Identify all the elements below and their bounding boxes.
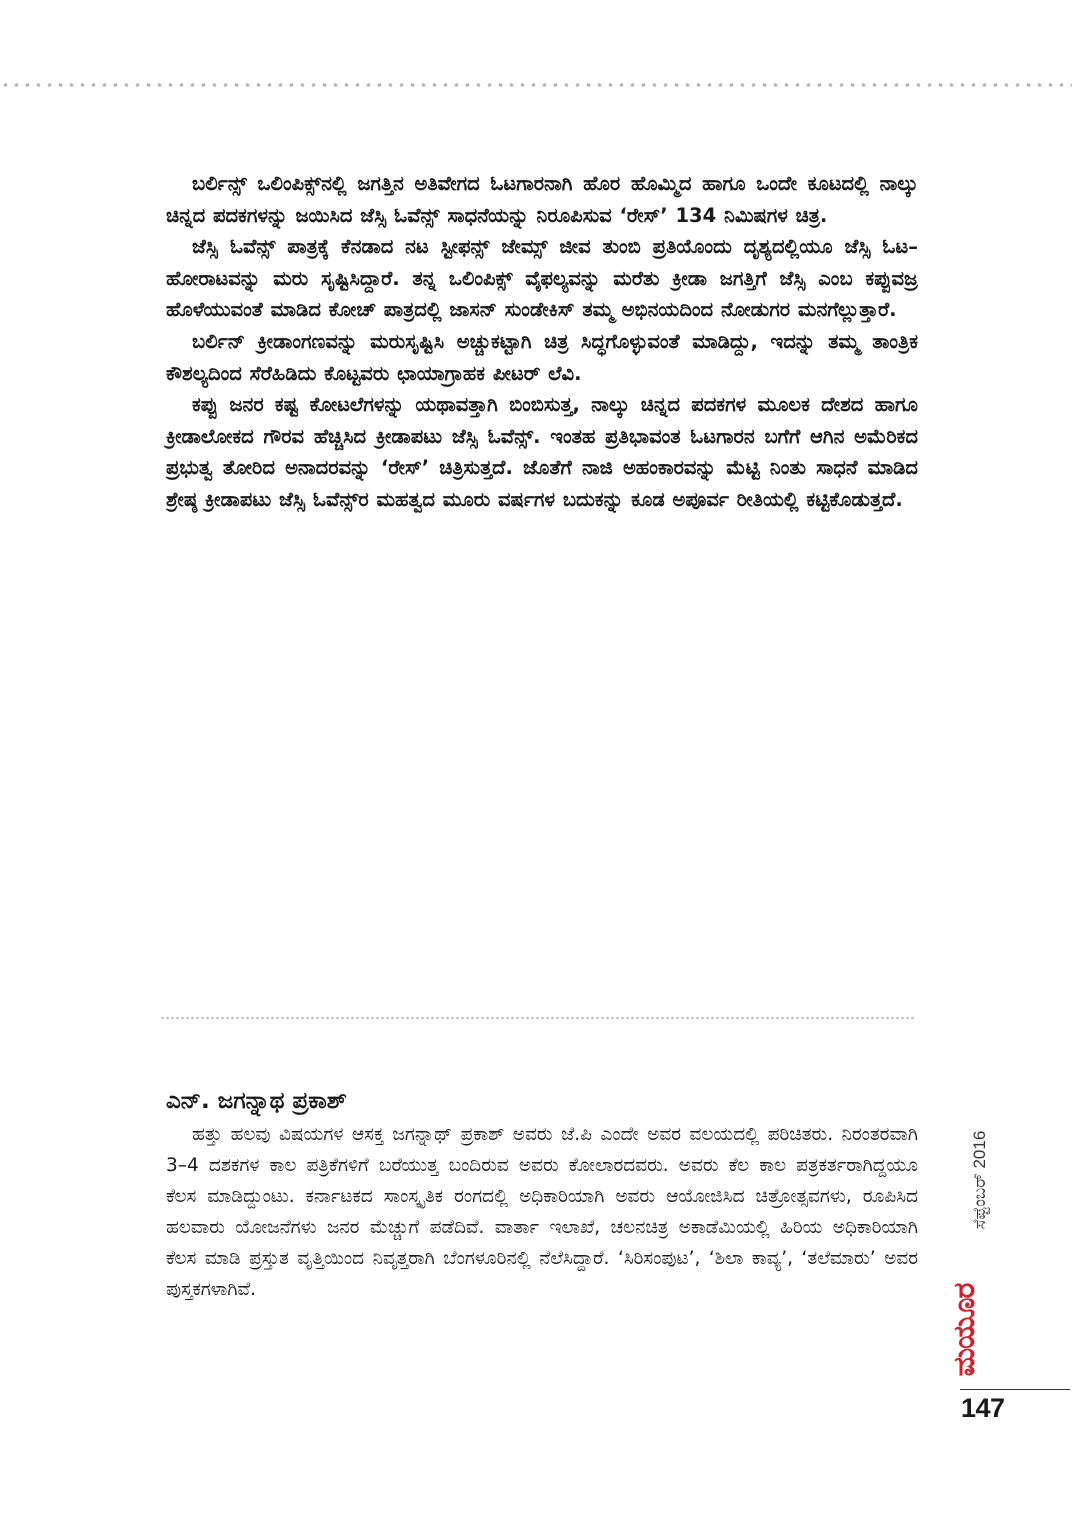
page-number-rule — [960, 1389, 1070, 1390]
section-divider — [160, 1016, 914, 1020]
top-dotted-border — [0, 82, 1072, 88]
article-paragraph-1: ಬರ್ಲಿನ್ಸ್ ಒಲಿಂಪಿಕ್ಸ್‌ನಲ್ಲಿ ಜಗತ್ತಿನ ಅತಿವೇಗದ ಓಟಗಾರನಾಗಿ ಹೊರ ಹೊಮ್ಮಿದ ಹಾಗೂ ಒಂದೇ ಕೂಟದಲ್ಲಿ ನಾಲ್ಕು ಚಿನ್ನದ ಪದಕಗಳನ್ನು ಜಯಿಸಿದ ಜೆಸ್ಸಿ ಓವೆನ್ಸ್ ಸಾಧನೆಯನ್ನು ನಿರೂಪಿಸುವ ‘ರೇಸ್’ 134 ನಿಮಿಷಗಳ ಚಿತ್ರ. — [166, 172, 918, 227]
article-body — [166, 168, 918, 516]
issue-date: ಸೆಪ್ಟೆಂಬರ್ 2016 — [970, 1130, 989, 1230]
article-paragraph-3: ಬರ್ಲಿನ್ ಕ್ರೀಡಾಂಗಣವನ್ನು ಮರುಸೃಷ್ಟಿಸಿ ಅಚ್ಚುಕಟ್ಟಾಗಿ ಚಿತ್ರ ಸಿದ್ಧಗೊಳ್ಳುವಂತೆ ಮಾಡಿದ್ದು, ಇದನ್ನು ತಮ್ಮ ತಾಂತ್ರಿಕ ಕೌಶಲ್ಯದಿಂದ ಸೆರೆಹಿಡಿದು ಕೊಟ್ಟವರು ಛಾಯಾಗ್ರಾಹಕ ಪೀಟರ್ ಲೆವಿ. — [166, 329, 918, 385]
author-bio — [166, 1086, 918, 1305]
article-paragraph-4: ಕಪ್ಪು ಜನರ ಕಷ್ಟ ಕೋಟಲೆಗಳನ್ನು ಯಥಾವತ್ತಾಗಿ ಬಿಂಬಿಸುತ್ತ, ನಾಲ್ಕು ಚಿನ್ನದ ಪದಕಗಳ ಮೂಲಕ ದೇಶದ ಹಾಗೂ ಕ್ರೀಡಾಲೋಕದ ಗೌರವ ಹೆಚ್ಚಿಸಿದ ಕ್ರೀಡಾಪಟು ಜೆಸ್ಸಿ ಓವೆನ್ಸ್. ಇಂತಹ ಪ್ರತಿಭಾವಂತ ಓಟಗಾರನ ಬಗೆಗೆ ಆಗಿನ ಅಮೆರಿಕದ ಪ್ರಭುತ್ವ ತೋರಿದ ಅನಾದರವನ್ನು ‘ರೇಸ್’ ಚಿತ್ರಿಸುತ್ತದೆ. ಜೊತೆಗೆ ನಾಜಿ ಅಹಂಕಾರವನ್ನು ಮೆಟ್ಟಿ ನಿಂತು ಸಾಧನೆ ಮಾಡಿದ ಶ್ರೇಷ್ಠ ಕ್ರೀಡಾಪಟು ಜೆಸ್ಸಿ ಓವೆನ್ಸ್‌ರ ಮಹತ್ವದ ಮೂರು ವರ್ಷಗಳ ಬದುಕನ್ನು ಕೂಡ ಅಪೂರ್ವ ರೀತಿಯಲ್ಲಿ ಕಟ್ಟಿಕೊಡುತ್ತದೆ. — [166, 393, 918, 511]
author-name: ಎನ್. ಜಗನ್ನಾಥ ಪ್ರಕಾಶ್ — [166, 1088, 347, 1114]
author-bio-text: ಹತ್ತು ಹಲವು ವಿಷಯಗಳ ಆಸಕ್ತ ಜಗನ್ನಾಥ್ ಪ್ರಕಾಶ್ ಅವರು ಜೆ.ಪಿ ಎಂದೇ ಅವರ ವಲಯದಲ್ಲಿ ಪರಿಚಿತರು. ನಿರಂತರವಾಗಿ 3–4 ದಶಕಗಳ ಕಾಲ ಪತ್ರಿಕೆಗಳಿಗೆ ಬರೆಯುತ್ತ ಬಂದಿರುವ ಅವರು ಕೋಲಾರದವರು. ಅವರು ಕೆಲ ಕಾಲ ಪತ್ರಕರ್ತರಾಗಿದ್ದಯೂ ಕೆಲಸ ಮಾಡಿದ್ದುಂಟು. ಕರ್ನಾಟಕದ ಸಾಂಸ್ಕೃತಿಕ ರಂಗದಲ್ಲಿ ಅಧಿಕಾರಿಯಾಗಿ ಅವರು ಆಯೋಜಿಸಿದ ಚಿತ್ರೋತ್ಸವಗಳು, ರೂಪಿಸಿದ ಹಲವಾರು ಯೋಜನೆಗಳು ಜನರ ಮೆಚ್ಚುಗೆ ಪಡೆದಿವೆ. ವಾರ್ತಾ ಇಲಾಖೆ, ಚಲನಚಿತ್ರ ಅಕಾಡೆಮಿಯಲ್ಲಿ ಹಿರಿಯ ಅಧಿಕಾರಿಯಾಗಿ ಕೆಲಸ ಮಾಡಿ ಪ್ರಸ್ತುತ ವೃತ್ತಿಯಿಂದ ನಿವೃತ್ತರಾಗಿ ಬೆಂಗಳೂರಿನಲ್ಲಿ ನೆಲೆಸಿದ್ದಾರೆ. ‘ಸಿರಿಸಂಪುಟ’, ‘ಶಿಲಾ ಕಾವ್ಯ’, ‘ತಲೆಮಾರು’ ಅವರ ಪುಸ್ತಕಗಳಾಗಿವೆ. — [166, 1124, 918, 1300]
page-number: 147 — [961, 1393, 1005, 1423]
article-paragraph-2: ಜೆಸ್ಸಿ ಓವೆನ್ಸ್ ಪಾತ್ರಕ್ಕೆ ಕೆನಡಾದ ನಟ ಸ್ಟೀಫನ್ಸ್ ಜೇಮ್ಸ್ ಜೀವ ತುಂಬಿ ಪ್ರತಿಯೊಂದು ದೃಶ್ಯದಲ್ಲಿಯೂ ಜೆಸ್ಸಿ ಓಟ–ಹೋರಾಟವನ್ನು ಮರು ಸೃಷ್ಟಿಸಿದ್ದಾರೆ. ತನ್ನ ಒಲಿಂಪಿಕ್ಸ್ ವೈಫಲ್ಯವನ್ನು ಮರೆತು ಕ್ರೀಡಾ ಜಗತ್ತಿಗೆ ಜೆಸ್ಸಿ ಎಂಬ ಕಪ್ಪುವಜ್ರ ಹೊಳೆಯುವಂತೆ ಮಾಡಿದ ಕೋಚ್ ಪಾತ್ರದಲ್ಲಿ ಜಾಸನ್ ಸುಂಡೇಕಿಸ್ ತಮ್ಮ ಅಭಿನಯದಿಂದ ನೋಡುಗರ ಮನಗೆಲ್ಲುತ್ತಾರೆ. — [166, 235, 918, 322]
magazine-sidebar — [947, 1098, 1000, 1378]
masthead-logo: ಮಯೂರ — [947, 1283, 982, 1377]
